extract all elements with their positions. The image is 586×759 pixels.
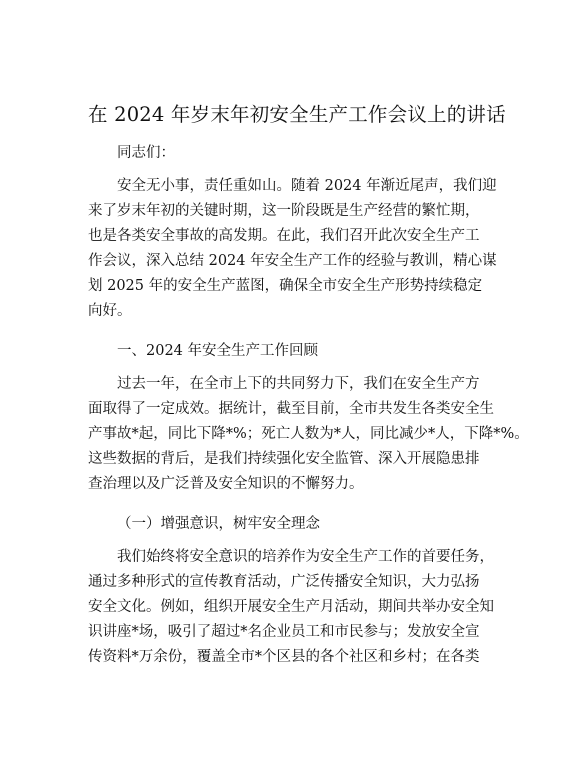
paragraph-line: 识讲座*场，吸引了超过*名企业员工和市民参与；发放安全宣 <box>88 624 480 640</box>
section-heading: 一、2024 年安全生产工作回顾 <box>117 343 319 359</box>
document-title: 在 2024 年岁末年初安全生产工作会议上的讲话 <box>88 103 506 126</box>
paragraph-line: 传资料*万余份，覆盖全市*个区县的各个社区和乡村；在各类 <box>88 649 480 665</box>
paragraph-line: 也是各类安全事故的高发期。在此，我们召开此次安全生产工 <box>88 228 480 244</box>
paragraph-line: 查治理以及广泛普及安全知识的不懈努力。 <box>88 476 364 492</box>
subsection-heading: （一）增强意识，树牢安全理念 <box>117 516 320 532</box>
paragraph-line: 过去一年，在全市上下的共同努力下，我们在安全生产方 <box>117 376 480 392</box>
paragraph-line: 划 2025 年的安全生产蓝图，确保全市安全生产形势持续稳定 <box>88 278 483 294</box>
paragraph-line: 这些数据的背后，是我们持续强化安全监管、深入开展隐患排 <box>88 451 480 467</box>
paragraph-line: 我们始终将安全意识的培养作为安全生产工作的首要任务， <box>117 549 494 565</box>
paragraph-line: 作会议，深入总结 2024 年安全生产工作的经验与教训，精心谋 <box>88 253 497 269</box>
paragraph-line: 产事故*起，同比下降*%；死亡人数为*人，同比减少*人，下降*%。 <box>88 426 529 442</box>
paragraph-line: 来了岁末年初的关键时期，这一阶段既是生产经营的繁忙期， <box>88 203 480 219</box>
paragraph-line: 面取得了一定成效。据统计，截至目前，全市共发生各类安全生 <box>88 401 494 417</box>
paragraph-line: 安全文化。例如，组织开展安全生产月活动，期间共举办安全知 <box>88 599 494 615</box>
paragraph-line: 通过多种形式的宣传教育活动，广泛传播安全知识，大力弘扬 <box>88 574 480 590</box>
paragraph-line: 向好。 <box>88 303 132 319</box>
paragraph-line: 安全无小事，责任重如山。随着 2024 年渐近尾声，我们迎 <box>117 178 497 194</box>
greeting: 同志们： <box>117 145 175 161</box>
